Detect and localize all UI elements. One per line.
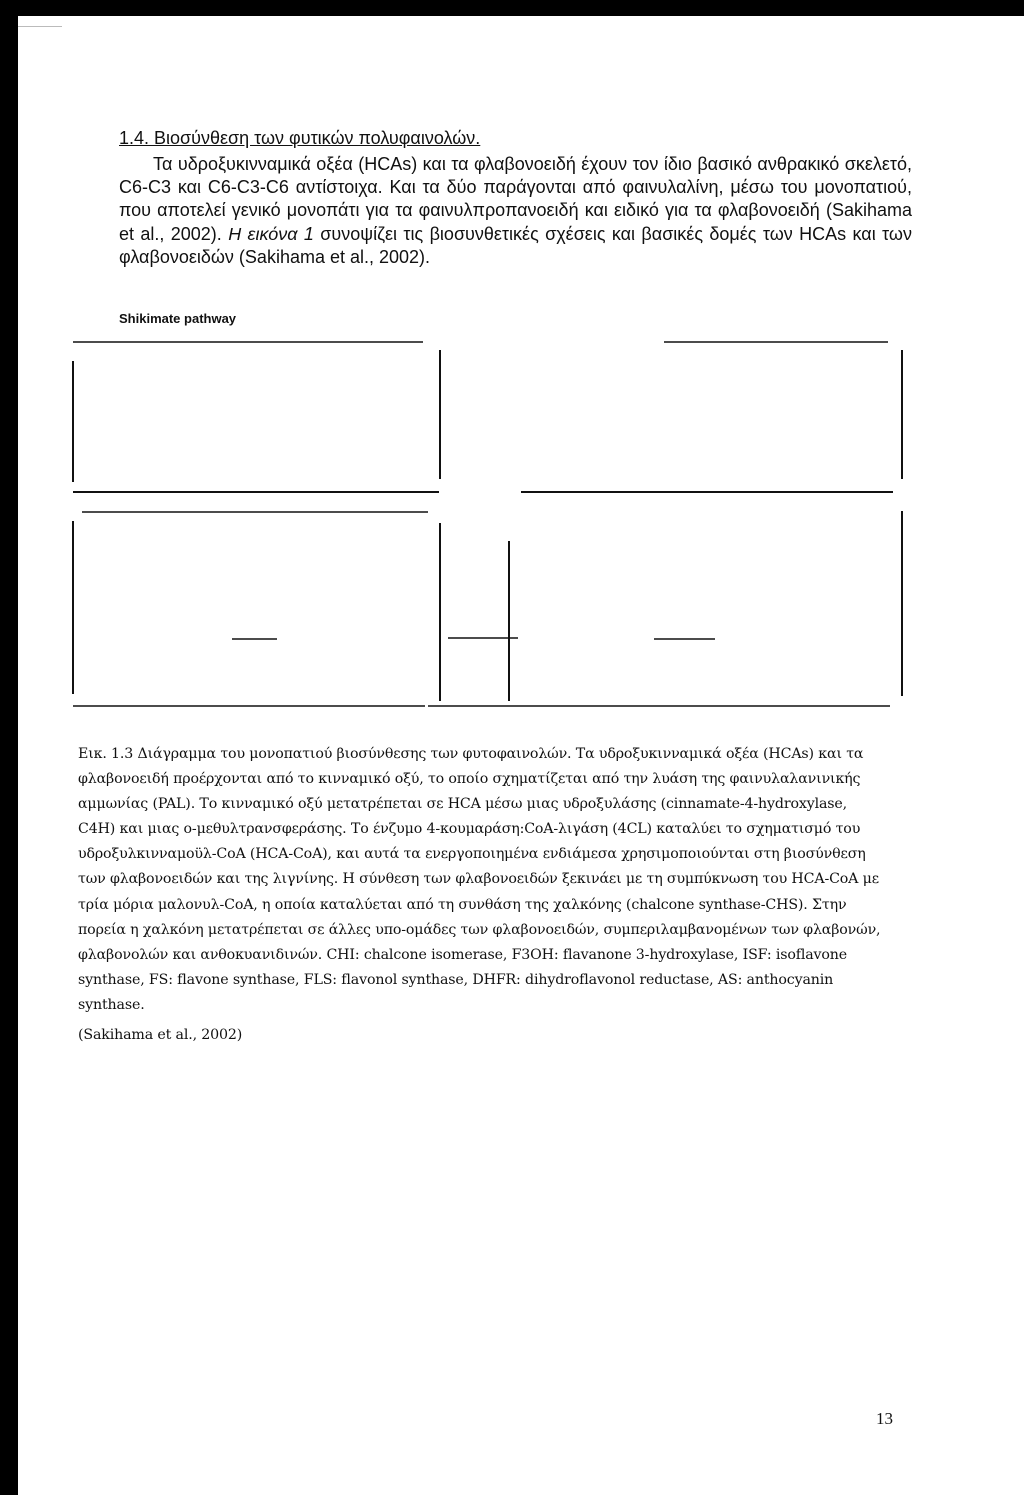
caption-text: Εικ. 1.3 Διάγραμμα του μονοπατιού βιοσύνθεσης των φυτοφαινολών. Τα υδροξυκινναμικά οξέα (HCAs) και τα φλαβονοειδή προέρχονται από το κινναμικό οξύ, το οποίο σχηματίζεται από την λυάση της φαινυλαλανινικής αμμωνίας (PAL). Το κινναμικό οξύ μετατρέπεται σε HCA μέσω μιας υδροξυλάσης (cinnamate-4-hydroxylase, C4H) και μιας ο-μεθυλτρανσφεράσης. Το ένζυμο 4-κουμαράση:CoA-λιγάση (4CL) καταλύει το σχηματισμό του υδροξυλκινναμοϋλ-CoA (HCA-CoA), και αυτά τα ενεργοποιημένα ενδιάμεσα χρησιμοποιούνται στη βιοσύνθεση των φλαβονοειδών και της λιγνίνης. Η σύνθεση των φλαβονοειδών ξεκινάει με τη συμπύκνωση του HCA-CoA με τρία μόρια μαλονυλ-CoA, η οποία καταλύεται από τη συνθάση της χαλκόνης (chalcone synthase-CHS). Στην πορεία η χαλκόνη μετατρέπεται σε άλλες υπο-ομάδες των φλαβονοειδών, συμπεριλαμβανομένων των φλαβονών, φλαβονολών και ανθοκυανιδινών. CHI: chalcone isomerase, F3OH: flavanone 3-hydroxylase, ISF: isoflavone synthase, FS: flavone synthase, FLS: flavonol synthase, DHFR: dihydroflavonol reductase, AS: anthocyanin synthase. (78, 746, 881, 1013)
figure-reference: Η εικόνα 1 (228, 223, 314, 244)
caption-source: (Sakihama et al., 2002) (78, 1027, 243, 1044)
figure-heading: Shikimate pathway (119, 311, 237, 326)
document-page (18, 16, 1024, 1495)
section-title: 1.4. Βιοσύνθεση των φυτικών πολυφαινολών. (119, 128, 481, 148)
page-number: 13 (876, 1409, 893, 1428)
figure-caption (78, 742, 888, 1048)
pathway-diagram-frame (18, 16, 1024, 736)
intro-sentence: Τα υδροξυκινναμικά οξέα (HCAs) και τα φλαβονοειδή έχουν τον ίδιο βασικό ανθρακικό σκελετό, C6-C3 και C6-C3-C6 αντίστοιχα. Και τα δύο παράγονται από φαινυλαλίνη, μέσω του μονοπατιού, που αποτελεί γενικό μονοπάτι για τα φαινυλπροπανοειδή και ειδικό για τα φλαβονοειδή (Sakihama et al., 2002). (119, 154, 912, 244)
intro-sentence-end: συνοψίζει τις βιοσυνθετικές σχέσεις και βασικές δομές των HCAs και των φλαβονοειδών (Sakihama et al., 2002). (119, 223, 912, 267)
